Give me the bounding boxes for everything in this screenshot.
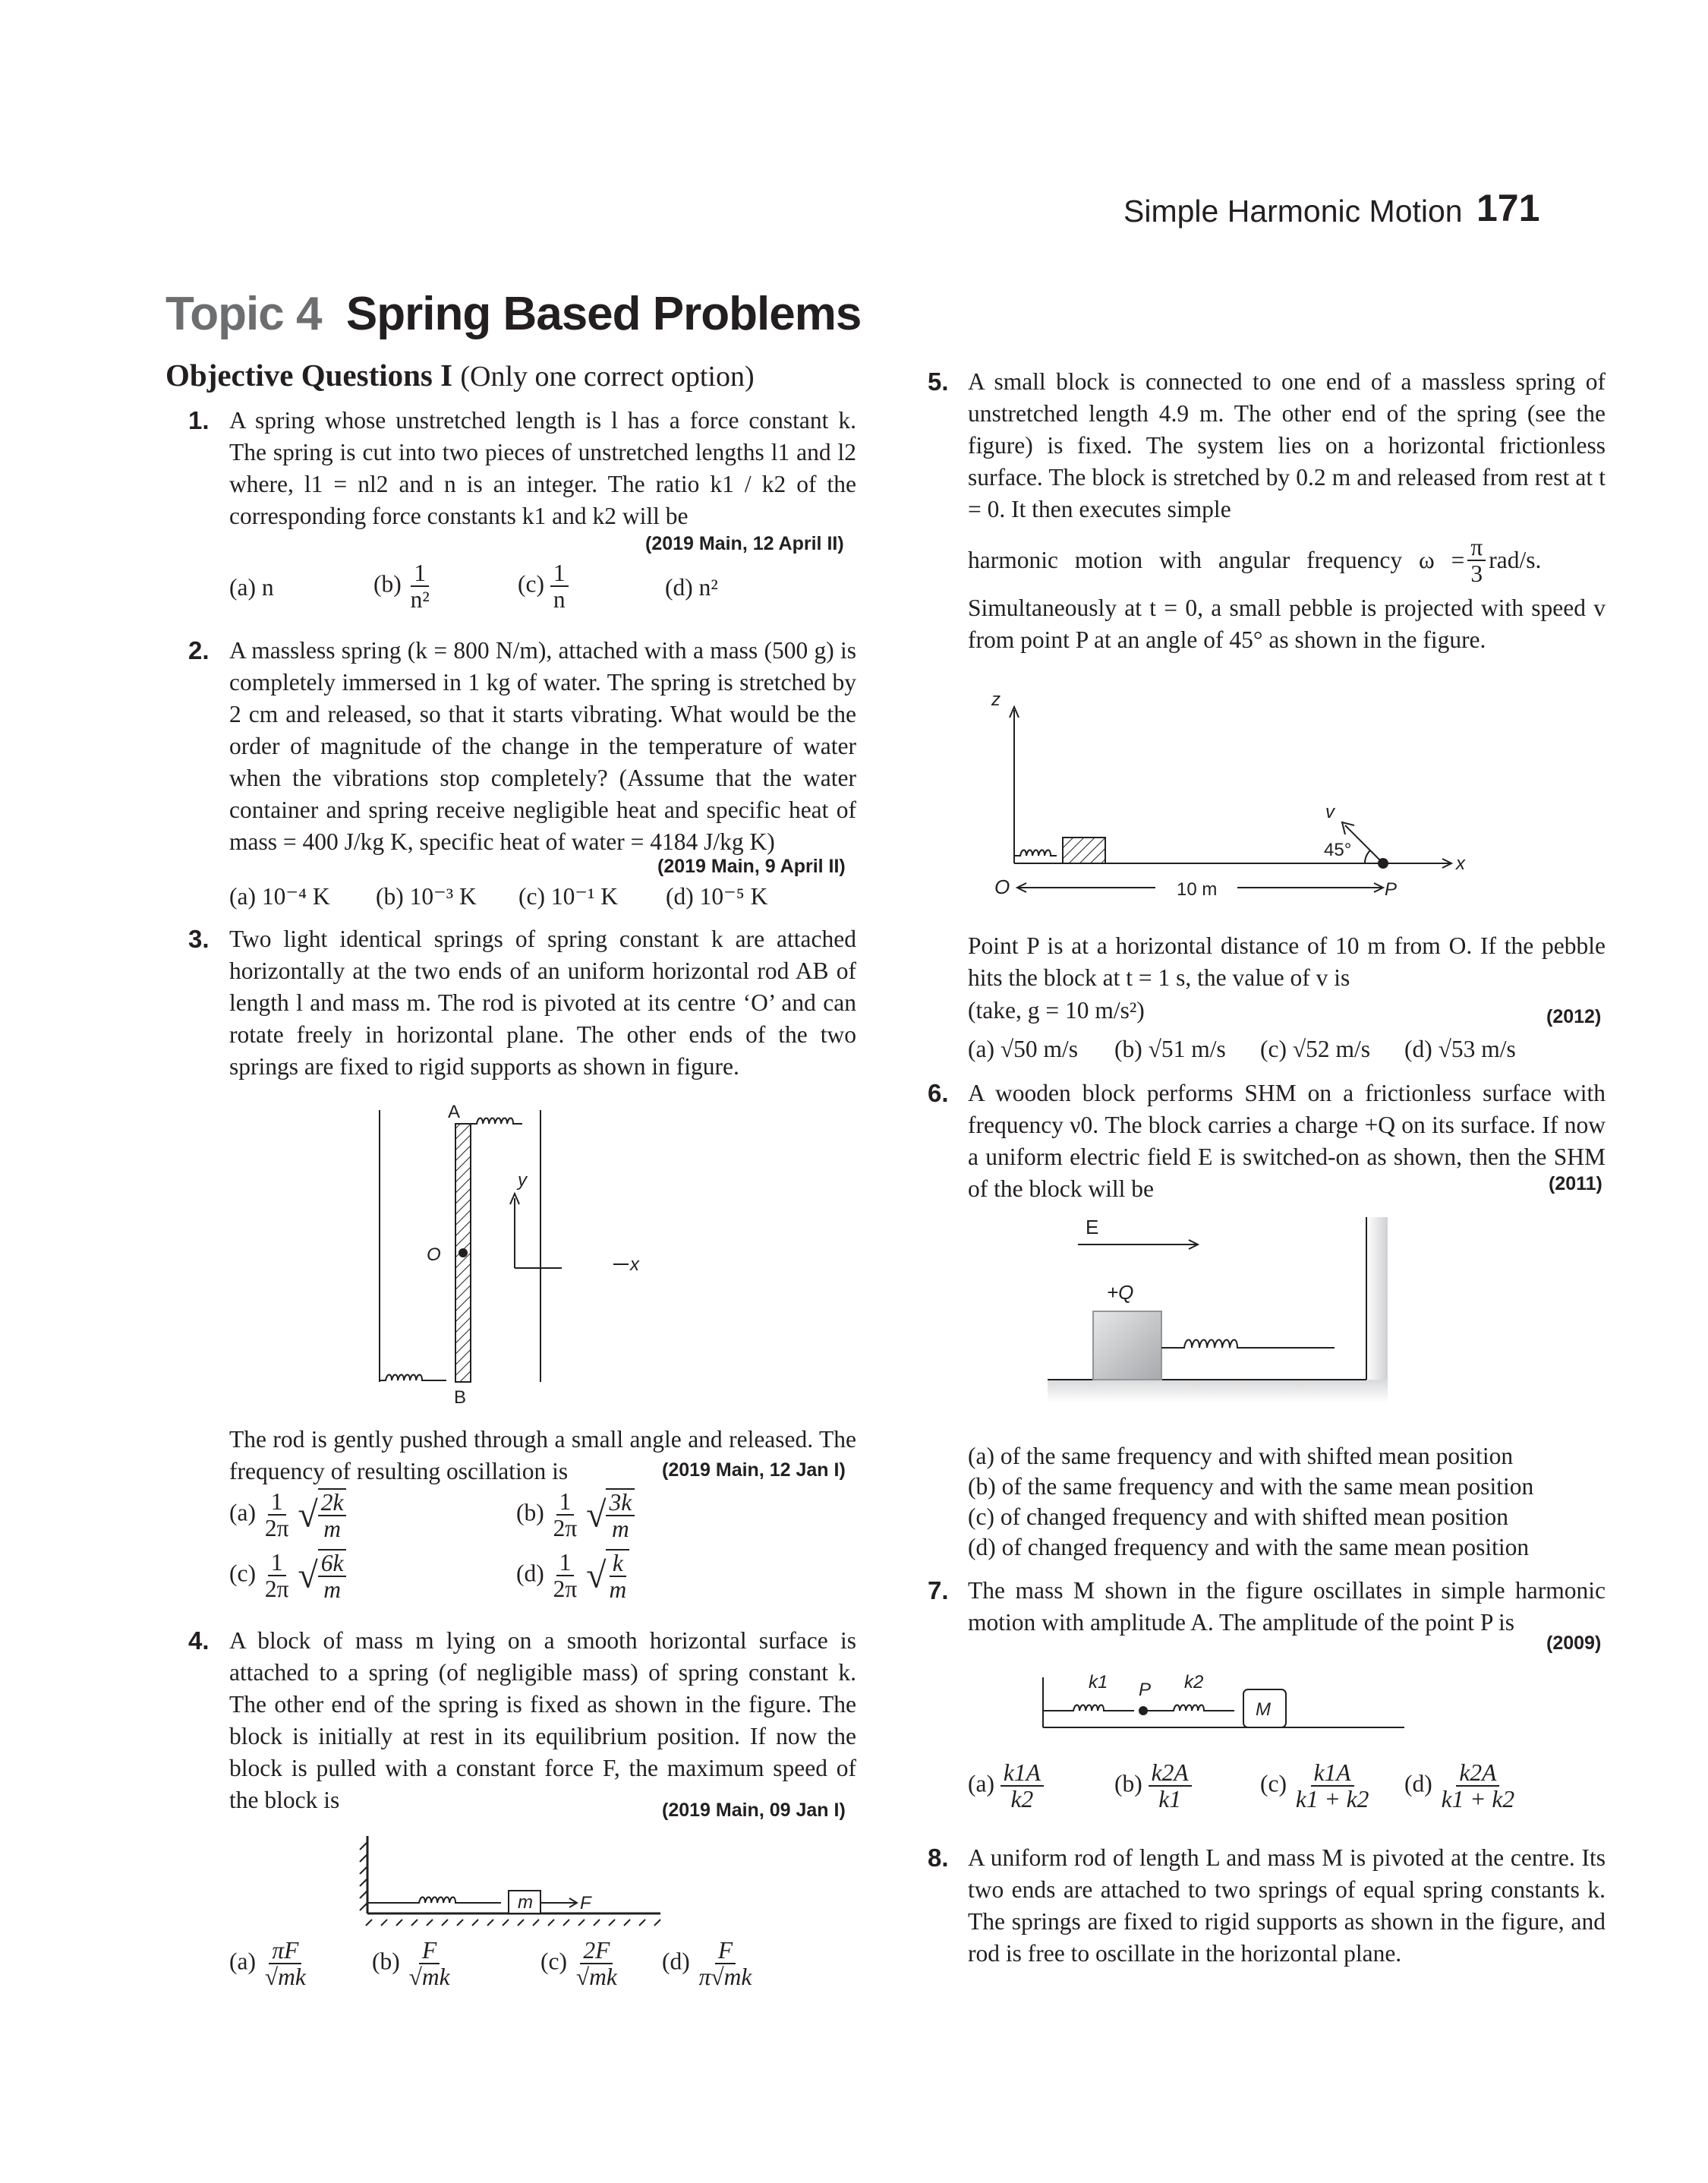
q4-a-num: πF — [272, 1937, 299, 1964]
q1-number: 1. — [188, 406, 210, 434]
q2-option-b: (b) 10⁻³ K — [376, 883, 477, 910]
q7-option-c-label: (c) — [1260, 1770, 1287, 1797]
q1-c-den: n — [553, 586, 566, 614]
q5-label-o: O — [994, 875, 1010, 898]
q3-c-den: m — [323, 1576, 341, 1604]
q5-option-c: (c) √52 m/s — [1260, 1036, 1371, 1062]
section-subtitle: (Only one correct option) — [460, 361, 755, 393]
q6-option-a: (a) of the same frequency and with shifted mean position — [968, 1443, 1514, 1469]
q3-year: (2019 Main, 12 Jan I) — [662, 1459, 846, 1481]
q7-option-d-label: (d) — [1404, 1770, 1432, 1797]
q1-b-num: 1 — [411, 560, 429, 587]
q3-label-y: y — [518, 1170, 527, 1191]
q5-option-a: (a) √50 m/s — [968, 1036, 1079, 1062]
q3-b-root-sign: √ — [586, 1494, 607, 1535]
q6-label-q: +Q — [1107, 1281, 1134, 1304]
q7-b-num: k2A — [1151, 1759, 1189, 1786]
q5-label-angle: 45° — [1324, 840, 1352, 860]
q3-a-coef-num: 1 — [268, 1489, 286, 1516]
q7-d-den: k1 + k2 — [1441, 1786, 1515, 1813]
q1-option-a: (a) n — [229, 574, 274, 601]
q5-option-b: (b) √51 m/s — [1114, 1036, 1226, 1062]
q1-option-c-label: (c) — [518, 570, 544, 598]
q7-a-den: k2 — [1010, 1786, 1034, 1813]
q4-option-b-label: (b) — [372, 1948, 400, 1975]
q3-option-b — [516, 1488, 635, 1541]
q5-omega-unit: rad/s. — [1489, 547, 1542, 574]
q3-a-root-sign: √ — [298, 1494, 318, 1535]
q5-text-c: Simultaneously at t = 0, a small pebble is projected with speed v from point P at an angle of 45° as shown in the figure. — [968, 595, 1606, 653]
q7-label-p: P — [1139, 1680, 1152, 1700]
q2-number: 2. — [188, 636, 210, 664]
q2-option-c: (c) 10⁻¹ K — [518, 883, 619, 910]
q7-c-den: k1 + k2 — [1295, 1786, 1369, 1813]
q3-bottom-spring — [380, 1375, 446, 1381]
q7-text: The mass M shown in the figure oscillates in simple harmonic motion with amplitude A. The amplitude of the point P is — [968, 1577, 1606, 1636]
q5-block — [1063, 838, 1105, 863]
q3-d-coef-num: 1 — [556, 1550, 575, 1576]
q3-b-coef-den: 2π — [553, 1515, 578, 1542]
q7-d-num: k2A — [1459, 1759, 1497, 1786]
q3-d-den: m — [609, 1576, 627, 1604]
q5-year: (2012) — [1546, 1006, 1602, 1027]
q2-year: (2019 Main, 9 April II) — [657, 856, 846, 877]
q6-floor-shade — [1048, 1380, 1388, 1402]
q3-c-coef-num: 1 — [268, 1550, 286, 1576]
q5-omega-den: 3 — [1470, 560, 1483, 588]
q4-c-num: 2F — [583, 1937, 610, 1964]
q5-text-b: harmonic motion with angular frequency ω = — [968, 547, 1465, 574]
q3-option-a-label: (a) — [229, 1499, 256, 1526]
q7-figure — [1032, 1667, 1420, 1743]
q1-b-den: n² — [410, 586, 430, 614]
q4-label-f: F — [580, 1893, 591, 1913]
q5-label-v: v — [1325, 802, 1335, 822]
q7-option-b — [1114, 1760, 1192, 1812]
section-heading — [165, 357, 755, 393]
q4-option-d-label: (d) — [662, 1948, 690, 1975]
q2-option-a: (a) 10⁻⁴ K — [229, 883, 330, 910]
q3-figure — [364, 1101, 562, 1412]
q7-a-num: k1A — [1003, 1759, 1041, 1786]
q7-year: (2009) — [1546, 1633, 1602, 1654]
q1-option-d: (d) n² — [665, 574, 718, 601]
page-number: 171 — [1476, 187, 1540, 229]
q3-a-num: 2k — [320, 1489, 344, 1516]
q3-c-root-sign: √ — [298, 1555, 318, 1596]
q4-b-num: F — [422, 1937, 437, 1964]
section-title: Objective Questions I — [165, 358, 453, 393]
q3-b-den: m — [611, 1516, 629, 1543]
q6-block — [1093, 1311, 1161, 1380]
q3-pivot — [459, 1248, 468, 1257]
q3-option-c-label: (c) — [229, 1560, 256, 1587]
q5-label-dist: 10 m — [1177, 879, 1218, 900]
q3-x-axis-ext — [613, 1263, 629, 1265]
q3-number: 3. — [188, 925, 210, 953]
q5-option-d: (d) √53 m/s — [1404, 1036, 1516, 1062]
q5-label-x: x — [1456, 853, 1465, 874]
q3-text2: The rod is gently pushed through a small angle and released. The frequency of resulting oscillation is — [229, 1426, 856, 1484]
q3-option-c — [229, 1549, 346, 1602]
q4-option-c-label: (c) — [540, 1948, 567, 1975]
q6-label-e: E — [1086, 1216, 1099, 1238]
q5-label-z: z — [991, 689, 1001, 710]
q5-figure — [987, 687, 1473, 915]
q3-a-den: m — [323, 1516, 341, 1543]
q7-option-a — [968, 1760, 1044, 1812]
q3-d-root-sign: √ — [586, 1555, 607, 1596]
q4-floor-hatch — [366, 1920, 660, 1926]
q6-option-c: (c) of changed frequency and with shifted mean position — [968, 1503, 1509, 1530]
q7-option-c — [1260, 1760, 1372, 1812]
q6-text: A wooden block performs SHM on a frictionless surface with frequency ν0. The block carries a charge +Q on its surface. If now a uniform electric field E is switched-on as shown, then the SHM of the block will be — [968, 1080, 1606, 1202]
q4-label-m: m — [518, 1892, 533, 1913]
q4-option-b — [372, 1938, 453, 1989]
q3-label-a: A — [448, 1102, 461, 1122]
q7-spring-k1 — [1043, 1705, 1134, 1711]
q7-c-num: k1A — [1313, 1759, 1351, 1786]
q1-option-b-label: (b) — [373, 570, 402, 598]
q3-text: Two light identical springs of spring constant k are attached horizontally at the two ends of an uniform horizontal rod AB of length l and mass m. The rod is pivoted at its centre ‘O’ and can rotate freely in horizontal plane. The other ends of the two springs are fixed to rigid supports as shown in figure. — [229, 926, 856, 1080]
q1-year: (2019 Main, 12 April II) — [645, 533, 844, 554]
topic-label: Topic 4 — [165, 288, 322, 340]
q5-label-p: P — [1385, 879, 1398, 900]
q5-angle-arc — [1365, 850, 1370, 863]
q7-label-k1: k1 — [1089, 1672, 1108, 1692]
q3-label-b: B — [454, 1387, 467, 1408]
q7-option-a-label: (a) — [968, 1770, 994, 1797]
q3-d-coef-den: 2π — [553, 1576, 578, 1603]
q7-option-d — [1404, 1760, 1517, 1812]
q4-c-den: √mk — [575, 1964, 617, 1991]
q4-option-d — [662, 1938, 755, 1989]
q7-number: 7. — [928, 1576, 949, 1604]
q2-text: A massless spring (k = 800 N/m), attached with a mass (500 g) is completely immersed in 1 kg of water. The spring is stretched by 2 cm and released, so that it starts vibrating. What would be the order of magnitude of the change in the temperature of water when the vibrations stop completely? (Assume that the water container and spring receive negligible heat and specific heat of mass = 400 J/kg K, specific heat of water = 4184 J/kg K) — [229, 637, 856, 855]
topic-title: Spring Based Problems — [345, 288, 862, 340]
q5-omega-line — [968, 535, 1606, 586]
q7-spring-k2 — [1143, 1705, 1234, 1711]
q5-omega-num: π — [1467, 535, 1486, 561]
q1-text: A spring whose unstretched length is l has a force constant k. The spring is cut into two pieces of unstretched lengths l1 and l2 where, l1 = nl2 and n is an integer. The ratio k1 / k2 of the corresponding force constants k1 and k2 will be — [229, 407, 856, 529]
q6-option-d: (d) of changed frequency and with the same mean position — [968, 1534, 1530, 1560]
q5-number: 5. — [928, 368, 949, 396]
q3-option-d-label: (d) — [516, 1560, 544, 1587]
q4-option-c — [540, 1938, 620, 1989]
q1-c-num: 1 — [550, 560, 569, 587]
q5-spring — [1014, 850, 1057, 856]
q6-number: 6. — [928, 1079, 949, 1107]
q7-option-b-label: (b) — [1114, 1770, 1142, 1797]
q6-year: (2011) — [1549, 1173, 1602, 1194]
q4-d-num: F — [717, 1937, 733, 1964]
q3-b-num: 3k — [609, 1489, 632, 1516]
q3-label-o: O — [427, 1244, 441, 1265]
q3-b-coef-num: 1 — [556, 1489, 575, 1516]
q7-label-k2: k2 — [1184, 1672, 1204, 1692]
q3-option-b-label: (b) — [516, 1499, 544, 1526]
q1-option-c — [518, 560, 569, 612]
q6-option-b: (b) of the same frequency and with the same mean position — [968, 1473, 1534, 1500]
q3-c-coef-den: 2π — [264, 1576, 289, 1603]
q4-number: 4. — [188, 1626, 210, 1655]
q4-year: (2019 Main, 09 Jan I) — [662, 1800, 846, 1821]
q8-number: 8. — [928, 1844, 949, 1872]
q6-figure — [1048, 1211, 1397, 1409]
q4-option-a-label: (a) — [229, 1948, 256, 1975]
q2-option-d: (d) 10⁻⁵ K — [666, 883, 768, 910]
q6-spring — [1161, 1340, 1335, 1349]
q3-d-num: k — [612, 1550, 623, 1576]
q8-text: A uniform rod of length L and mass M is pivoted at the centre. Its two ends are attached to two springs of equal spring constants k. The springs are fixed to rigid supports as shown in the figure, and rod is free to oscillate in the horizontal plane. — [968, 1844, 1606, 1967]
running-header-title: Simple Harmonic Motion — [1123, 194, 1463, 229]
q3-top-spring — [471, 1118, 522, 1125]
q7-b-den: k1 — [1158, 1786, 1181, 1813]
q3-c-num: 6k — [320, 1550, 344, 1576]
q6-wall-shade — [1366, 1217, 1388, 1384]
q4-d-den: π√mk — [698, 1964, 752, 1991]
q3-label-x: x — [630, 1254, 639, 1275]
topic-heading — [165, 287, 861, 341]
q7-label-m: M — [1256, 1699, 1271, 1720]
q5-text2: Point P is at a horizontal distance of 10 m from O. If the pebble hits the block at t = 1 s, the value of v is — [968, 932, 1606, 991]
q5-text3: (take, g = 10 m/s²) — [968, 997, 1145, 1024]
q3-option-a — [229, 1488, 346, 1541]
q4-text: A block of mass m lying on a smooth horizontal surface is attached to a spring (of negligible mass) of spring constant k. The other end of the spring is fixed as shown in the figure. The block is initially at rest in its equilibrium position. If now the block is pulled with a constant force F, the maximum speed of the block is — [229, 1627, 856, 1813]
q4-figure — [357, 1830, 668, 1929]
q5-text: A small block is connected to one end of a massless spring of unstretched length 4.9 m. The other end of the spring (see the figure) is fixed. The system lies on a horizontal frictionless surface. The block is stretched by 0.2 m and released from rest at t = 0. It then executes simple — [968, 368, 1606, 522]
q3-a-coef-den: 2π — [264, 1515, 289, 1542]
q4-a-den: √mk — [264, 1964, 306, 1991]
q3-option-d — [516, 1549, 629, 1602]
q4-option-a — [229, 1938, 309, 1989]
q1-option-b — [373, 560, 433, 612]
q4-b-den: √mk — [408, 1964, 450, 1991]
q4-spring — [367, 1898, 501, 1904]
